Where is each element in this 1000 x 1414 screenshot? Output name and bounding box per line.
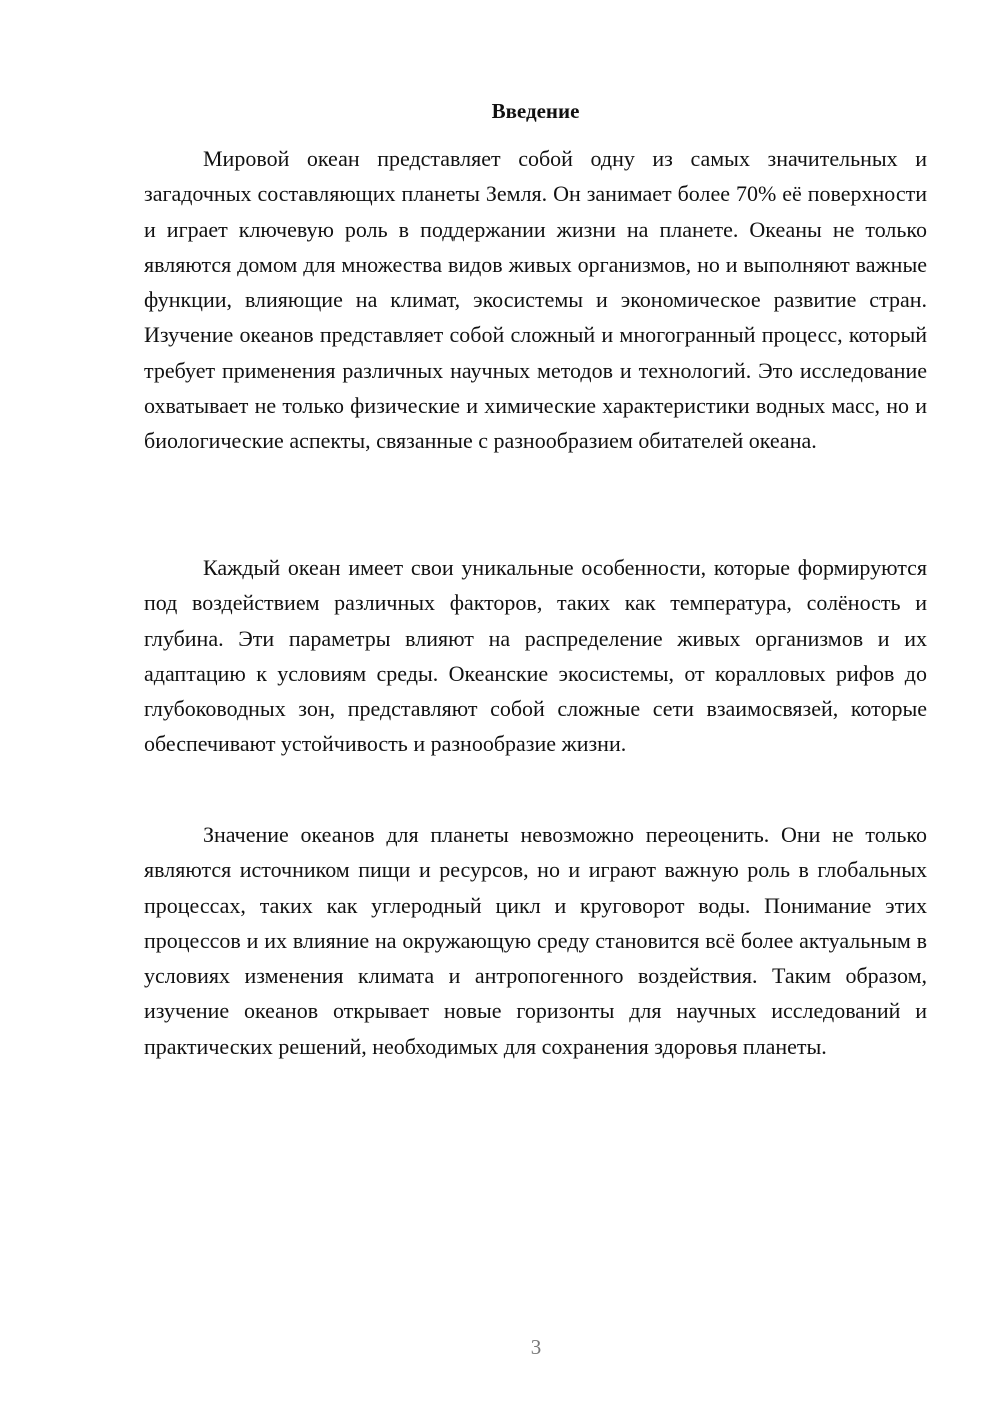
page-number: 3 [530, 1335, 542, 1359]
paragraph-3: Значение океанов для планеты невозможно переоценить. Они не только являются источником пищи и ресурсов, но и играют важную роль в глобальных процессах, таких как углеродный цикл и круговорот воды. Понимание этих процессов и их влияние на окружающую среду становится всё более актуальным в условиях изменения климата и антропогенного воздействия. Таким образом, изучение океанов открывает новые горизонты для научных исследований и практических решений, необходимых для сохранения здоровья планеты. [144, 822, 927, 1059]
paragraph-2: Каждый океан имеет свои уникальные особенности, которые формируются под воздействием различных факторов, таких как температура, солёность и глубина. Эти параметры влияют на распределение живых организмов и их адаптацию к условиям среды. Океанские экосистемы, от коралловых рифов до глубоководных зон, представляют собой сложные сети взаимосвязей, которые обеспечивают устойчивость и разнообразие жизни. [144, 555, 927, 757]
paragraph-1: Мировой океан представляет собой одну из самых значительных и загадочных составляющих планеты Земля. Он занимает более 70% её поверхности и играет ключевую роль в поддержании жизни на планете. Океаны не только являются домом для множества видов живых организмов, но и выполняют важные функции, влияющие на климат, экосистемы и экономическое развитие стран. Изучение океанов представляет собой сложный и многогранный процесс, который требует применения различных научных методов и технологий. Это исследование охватывает не только физические и химические характеристики водных масс, но и биологические аспекты, связанные с разнообразием обитателей океана. [144, 146, 927, 454]
section-title: Введение [491, 99, 580, 123]
